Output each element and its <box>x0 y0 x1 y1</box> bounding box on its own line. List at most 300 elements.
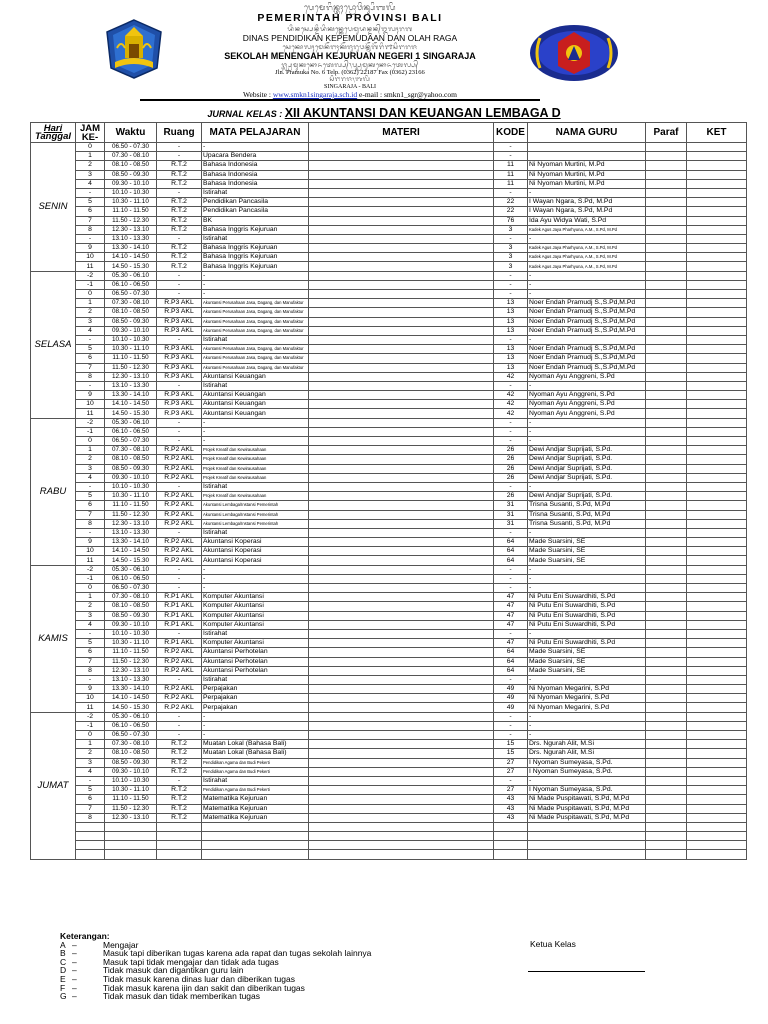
ket-cell <box>687 354 747 363</box>
code-cell: 26 <box>494 446 528 455</box>
contact-line <box>180 90 520 99</box>
paraf-cell <box>646 822 687 831</box>
room-cell: R.P2 AKL <box>157 492 202 501</box>
table-row <box>31 482 747 491</box>
legend-code: D <box>60 965 67 976</box>
time-cell: 14.50 - 15.30 <box>105 703 157 712</box>
paraf-cell <box>646 666 687 675</box>
jam-cell: 10 <box>76 400 105 409</box>
journal-body <box>31 143 747 860</box>
jam-cell: 4 <box>76 326 105 335</box>
table-row <box>31 290 747 299</box>
teacher-cell: Made Suarsini, SE <box>528 648 646 657</box>
teacher-cell: Noer Endah Pramudj S.,S.Pd,M.Pd <box>528 354 646 363</box>
teacher-cell: - <box>528 290 646 299</box>
website-link[interactable]: www.smkn1singaraja.sch.id <box>272 90 358 99</box>
jam-cell: -1 <box>76 280 105 289</box>
time-cell: 10.30 - 11.10 <box>105 492 157 501</box>
time-cell: 11.50 - 12.30 <box>105 216 157 225</box>
legend-item <box>60 992 260 1001</box>
table-row <box>31 473 747 482</box>
material-cell <box>309 455 494 464</box>
material-cell <box>309 482 494 491</box>
ket-cell <box>687 317 747 326</box>
teacher-cell: Dewi Andjar Suprijati, S.Pd. <box>528 455 646 464</box>
table-row <box>31 767 747 776</box>
subject-cell: Muatan Lokal (Bahasa Bali) <box>202 740 309 749</box>
code-cell: - <box>494 234 528 243</box>
table-row <box>31 832 747 841</box>
room-cell: R.T.2 <box>157 786 202 795</box>
room-cell: R.P3 AKL <box>157 372 202 381</box>
subject-cell: Akuntansi Keuangan <box>202 400 309 409</box>
time-cell: 06.10 - 06.50 <box>105 280 157 289</box>
material-cell <box>309 381 494 390</box>
material-cell <box>309 767 494 776</box>
table-row <box>31 593 747 602</box>
paraf-cell <box>646 326 687 335</box>
jam-cell: 9 <box>76 685 105 694</box>
subject-cell: Akuntansi Perusahaan Jasa, Dagang, dan Manufaktur <box>202 308 309 317</box>
paraf-cell <box>646 832 687 841</box>
paraf-cell <box>646 179 687 188</box>
material-cell <box>309 271 494 280</box>
ket-cell <box>687 832 747 841</box>
time-cell: 09.30 - 10.10 <box>105 767 157 776</box>
paraf-cell <box>646 427 687 436</box>
teacher-cell: I Nyoman Sumeyasa, S.Pd. <box>528 758 646 767</box>
material-cell <box>309 216 494 225</box>
room-cell: - <box>157 721 202 730</box>
room-cell: R.P3 AKL <box>157 391 202 400</box>
room-cell: R.P2 AKL <box>157 510 202 519</box>
journal-table <box>30 122 747 860</box>
table-row <box>31 207 747 216</box>
paraf-cell <box>646 584 687 593</box>
room-cell: - <box>157 584 202 593</box>
material-cell <box>309 519 494 528</box>
material-cell <box>309 400 494 409</box>
ket-cell <box>687 629 747 638</box>
legend-dash: – <box>72 948 77 959</box>
material-cell <box>309 685 494 694</box>
time-cell: 06.50 - 07.30 <box>105 437 157 446</box>
ket-cell <box>687 161 747 170</box>
teacher-cell: Ni Putu Eni Suwardhiti, S.Pd <box>528 602 646 611</box>
header-day <box>31 123 76 143</box>
paraf-cell <box>646 473 687 482</box>
ket-cell <box>687 749 747 758</box>
ket-cell <box>687 290 747 299</box>
subject-cell: Akuntansi Perusahaan Jasa, Dagang, dan Manufaktur <box>202 326 309 335</box>
teacher-cell: - <box>528 234 646 243</box>
code-cell: 64 <box>494 547 528 556</box>
subject-cell: Akuntansi Perhotelan <box>202 657 309 666</box>
ket-cell <box>687 253 747 262</box>
paraf-cell <box>646 510 687 519</box>
room-cell: - <box>157 143 202 152</box>
jam-cell: 4 <box>76 179 105 188</box>
table-row <box>31 510 747 519</box>
material-cell <box>309 207 494 216</box>
teacher-cell: I Nyoman Sumeyasa, S.Pd. <box>528 767 646 776</box>
code-cell: 3 <box>494 253 528 262</box>
time-cell: 11.10 - 11.50 <box>105 207 157 216</box>
code-cell <box>494 841 528 850</box>
paraf-cell <box>646 547 687 556</box>
header-waktu: Waktu <box>105 123 157 143</box>
subject-cell: Bahasa Inggris Kejuruan <box>202 253 309 262</box>
teacher-cell: - <box>528 418 646 427</box>
table-row <box>31 335 747 344</box>
ket-cell <box>687 188 747 197</box>
subject-cell: - <box>202 721 309 730</box>
room-cell: R.T.2 <box>157 795 202 804</box>
teacher-cell: Trisna Susanti, S.Pd, M.Pd <box>528 510 646 519</box>
time-cell: 06.50 - 07.30 <box>105 290 157 299</box>
material-cell <box>309 675 494 684</box>
jam-cell: 4 <box>76 473 105 482</box>
teacher-cell <box>528 822 646 831</box>
table-row <box>31 198 747 207</box>
table-row <box>31 639 747 648</box>
material-cell <box>309 510 494 519</box>
table-row <box>31 170 747 179</box>
time-cell: 08.50 - 09.30 <box>105 317 157 326</box>
ket-cell <box>687 795 747 804</box>
legend-dash: – <box>72 965 77 976</box>
material-cell <box>309 179 494 188</box>
time-cell: 11.50 - 12.30 <box>105 363 157 372</box>
jam-cell: 0 <box>76 143 105 152</box>
teacher-cell: - <box>528 712 646 721</box>
school-name: SEKOLAH MENENGAH KEJURUAN NEGERI 1 SINGARAJA <box>224 51 476 61</box>
jam-cell: 4 <box>76 620 105 629</box>
code-cell: 31 <box>494 510 528 519</box>
subject-cell: - <box>202 290 309 299</box>
ket-cell <box>687 198 747 207</box>
teacher-cell: Nyoman Ayu Anggreni, S.Pd <box>528 372 646 381</box>
jam-cell: -2 <box>76 712 105 721</box>
subject-cell: Istirahat <box>202 482 309 491</box>
table-row <box>31 749 747 758</box>
code-cell: - <box>494 335 528 344</box>
room-cell: R.T.2 <box>157 225 202 234</box>
teacher-cell: - <box>528 528 646 537</box>
teacher-cell: - <box>528 565 646 574</box>
ket-cell <box>687 455 747 464</box>
jam-cell: 0 <box>76 731 105 740</box>
table-row <box>31 216 747 225</box>
time-cell: 13.10 - 13.30 <box>105 528 157 537</box>
jam-cell <box>76 832 105 841</box>
ket-cell <box>687 776 747 785</box>
code-cell: - <box>494 437 528 446</box>
code-cell: 27 <box>494 786 528 795</box>
material-cell <box>309 795 494 804</box>
code-cell: - <box>494 574 528 583</box>
code-cell: 13 <box>494 317 528 326</box>
jam-cell: 2 <box>76 602 105 611</box>
ket-cell <box>687 786 747 795</box>
material-cell <box>309 253 494 262</box>
paraf-cell <box>646 290 687 299</box>
legend-text: Tidak masuk dan digantikan guru lain <box>103 965 244 976</box>
room-cell: R.P2 AKL <box>157 694 202 703</box>
room-cell: - <box>157 335 202 344</box>
ket-cell <box>687 372 747 381</box>
jam-cell: 1 <box>76 446 105 455</box>
ket-cell <box>687 464 747 473</box>
teacher-cell: Ida Ayu Widya Wati, S.Pd <box>528 216 646 225</box>
material-cell <box>309 528 494 537</box>
time-cell <box>105 850 157 859</box>
time-cell: 12.30 - 13.10 <box>105 225 157 234</box>
time-cell: 11.10 - 11.50 <box>105 795 157 804</box>
legend-dash: – <box>72 939 77 950</box>
material-cell <box>309 198 494 207</box>
code-cell: 43 <box>494 813 528 822</box>
ket-cell <box>687 501 747 510</box>
code-cell: - <box>494 776 528 785</box>
subject-cell: Bahasa Inggris Kejuruan <box>202 262 309 271</box>
table-row <box>31 565 747 574</box>
code-cell: - <box>494 427 528 436</box>
teacher-cell: Nyoman Ayu Anggreni, S.Pd <box>528 391 646 400</box>
material-cell <box>309 354 494 363</box>
code-cell: 47 <box>494 620 528 629</box>
room-cell: - <box>157 418 202 427</box>
subject-cell <box>202 841 309 850</box>
teacher-cell <box>528 850 646 859</box>
jam-cell: 1 <box>76 593 105 602</box>
jam-cell: -2 <box>76 271 105 280</box>
code-cell: 49 <box>494 694 528 703</box>
subject-cell: Pendidikan Agama dan Budi Pekerti <box>202 767 309 776</box>
ket-cell <box>687 565 747 574</box>
time-cell: 14.10 - 14.50 <box>105 253 157 262</box>
legend-text: Mengajar <box>103 939 139 950</box>
jam-cell: 5 <box>76 492 105 501</box>
time-cell: 05.30 - 06.10 <box>105 712 157 721</box>
jam-cell: 3 <box>76 170 105 179</box>
day-cell: RABU <box>31 418 76 565</box>
room-cell: R.P2 AKL <box>157 473 202 482</box>
material-cell <box>309 648 494 657</box>
ket-cell <box>687 703 747 712</box>
time-cell: 09.30 - 10.10 <box>105 179 157 188</box>
balinese-script-line: ᬧᬾᬫᬾᬭᬶᬦ᭄ᬢᬄᬧ᭄ᬭᭀᬯᬶᬦ᭄ᬲᬶᬩᬮᬶ <box>303 3 397 12</box>
room-cell: - <box>157 381 202 390</box>
jam-cell: 9 <box>76 391 105 400</box>
time-cell: 06.50 - 07.30 <box>105 731 157 740</box>
subject-cell: Projek Kreatif dan Kewirausahaan <box>202 473 309 482</box>
table-row <box>31 731 747 740</box>
subject-cell: Akuntansi Koperasi <box>202 547 309 556</box>
code-cell: 49 <box>494 703 528 712</box>
table-row <box>31 391 747 400</box>
paraf-cell <box>646 482 687 491</box>
header-day-line1: Hari <box>43 122 63 134</box>
material-cell <box>309 363 494 372</box>
paraf-cell <box>646 280 687 289</box>
time-cell: 12.30 - 13.10 <box>105 666 157 675</box>
table-row <box>31 584 747 593</box>
code-cell: 26 <box>494 473 528 482</box>
code-cell: 13 <box>494 345 528 354</box>
time-cell: 05.30 - 06.10 <box>105 418 157 427</box>
table-row <box>31 740 747 749</box>
paraf-cell <box>646 786 687 795</box>
time-cell: 08.50 - 09.30 <box>105 170 157 179</box>
ket-cell <box>687 657 747 666</box>
subject-cell: Akuntansi Perhotelan <box>202 666 309 675</box>
time-cell: 06.50 - 07.30 <box>105 584 157 593</box>
letterhead-divider <box>140 99 540 101</box>
ket-cell <box>687 675 747 684</box>
jam-cell: - <box>76 335 105 344</box>
jam-cell: 10 <box>76 547 105 556</box>
subject-cell: Bahasa Indonesia <box>202 161 309 170</box>
table-row <box>31 804 747 813</box>
header-materi: MATERI <box>309 123 494 143</box>
teacher-cell: Ni Nyoman Megarini, S.Pd <box>528 703 646 712</box>
table-row <box>31 528 747 537</box>
table-row <box>31 372 747 381</box>
teacher-cell: - <box>528 188 646 197</box>
time-cell: 08.50 - 09.30 <box>105 464 157 473</box>
paraf-cell <box>646 345 687 354</box>
room-cell: R.P1 AKL <box>157 593 202 602</box>
paraf-cell <box>646 574 687 583</box>
paraf-cell <box>646 731 687 740</box>
room-cell: - <box>157 280 202 289</box>
code-cell: 3 <box>494 244 528 253</box>
paraf-cell <box>646 648 687 657</box>
material-cell <box>309 786 494 795</box>
room-cell: R.P1 AKL <box>157 620 202 629</box>
room-cell: - <box>157 731 202 740</box>
ket-cell <box>687 170 747 179</box>
paraf-cell <box>646 721 687 730</box>
teacher-cell: I Wayan Ngara, S.Pd, M.Pd <box>528 207 646 216</box>
subject-cell: Perpajakan <box>202 703 309 712</box>
room-cell: - <box>157 482 202 491</box>
code-cell: 49 <box>494 685 528 694</box>
code-cell: - <box>494 381 528 390</box>
teacher-cell: - <box>528 721 646 730</box>
subject-cell: Akuntansi Lembaga/Instansi Pemerintah <box>202 501 309 510</box>
subject-cell: Komputer Akuntansi <box>202 639 309 648</box>
subject-cell: Akuntansi Keuangan <box>202 391 309 400</box>
paraf-cell <box>646 685 687 694</box>
balinese-script-line: ᬤᬶᬦᬲ᭄ᬧᬾᬦ᭄ᬤᬶᬤᬶᬓᬦ᭄ᬓᬾᬧᬾᬫᬸᬤᬦ᭄ᬤᬦ᭄ᬑᬮᬄᬭᬕ <box>287 25 413 33</box>
legend-text: Masuk tapi diberikan tugas karena ada rapat dan tugas sekolah lainnya <box>103 948 372 959</box>
legend-text: Tidak masuk dan tidak memberikan tugas <box>103 991 261 1002</box>
table-row <box>31 280 747 289</box>
code-cell <box>494 832 528 841</box>
code-cell: 26 <box>494 464 528 473</box>
code-cell: 42 <box>494 400 528 409</box>
code-cell: 64 <box>494 648 528 657</box>
teacher-cell: Kadek Agus Jaya Pharhyuna, A.M., S.Pd, M.Pd <box>528 253 646 262</box>
subject-cell <box>202 850 309 859</box>
subject-cell: Akuntansi Perhotelan <box>202 648 309 657</box>
table-row <box>31 161 747 170</box>
subject-cell: Bahasa Indonesia <box>202 179 309 188</box>
subject-cell: - <box>202 731 309 740</box>
jam-cell: 2 <box>76 308 105 317</box>
table-row <box>31 143 747 152</box>
legend-code: G <box>60 991 67 1002</box>
paraf-cell <box>646 372 687 381</box>
ket-cell <box>687 207 747 216</box>
jam-cell: - <box>76 188 105 197</box>
paraf-cell <box>646 538 687 547</box>
teacher-cell: Noer Endah Pramudj S.,S.Pd,M.Pd <box>528 363 646 372</box>
time-cell: 11.50 - 12.30 <box>105 510 157 519</box>
code-cell: 11 <box>494 170 528 179</box>
table-row <box>31 234 747 243</box>
time-cell <box>105 832 157 841</box>
time-cell: 09.30 - 10.10 <box>105 326 157 335</box>
table-row <box>31 666 747 675</box>
table-row <box>31 179 747 188</box>
teacher-cell: Ni Made Puspitawati, S.Pd, M.Pd <box>528 813 646 822</box>
teacher-cell: - <box>528 427 646 436</box>
jam-cell: 5 <box>76 639 105 648</box>
time-cell: 13.30 - 14.10 <box>105 538 157 547</box>
code-cell: 76 <box>494 216 528 225</box>
ket-cell <box>687 804 747 813</box>
ket-cell <box>687 519 747 528</box>
room-cell: R.T.2 <box>157 253 202 262</box>
table-row <box>31 188 747 197</box>
time-cell: 09.30 - 10.10 <box>105 473 157 482</box>
teacher-cell <box>528 143 646 152</box>
subject-cell: Akuntansi Perusahaan Jasa, Dagang, dan Manufaktur <box>202 317 309 326</box>
paraf-cell <box>646 363 687 372</box>
room-cell <box>157 841 202 850</box>
day-cell: KAMIS <box>31 565 76 712</box>
time-cell: 08.10 - 08.50 <box>105 161 157 170</box>
teacher-cell: Ni Putu Eni Suwardhiti, S.Pd <box>528 639 646 648</box>
room-cell: R.T.2 <box>157 262 202 271</box>
ket-cell <box>687 308 747 317</box>
room-cell: R.P2 AKL <box>157 547 202 556</box>
table-row <box>31 262 747 271</box>
paraf-cell <box>646 161 687 170</box>
code-cell: 27 <box>494 758 528 767</box>
room-cell: - <box>157 437 202 446</box>
jam-cell: - <box>76 482 105 491</box>
room-cell: R.P2 AKL <box>157 657 202 666</box>
time-cell: 10.10 - 10.30 <box>105 335 157 344</box>
header-jam: JAM KE- <box>76 123 105 143</box>
jam-cell: 2 <box>76 455 105 464</box>
room-cell: - <box>157 574 202 583</box>
code-cell: 64 <box>494 556 528 565</box>
jam-cell: 0 <box>76 290 105 299</box>
material-cell <box>309 657 494 666</box>
paraf-cell <box>646 776 687 785</box>
jam-cell: 7 <box>76 363 105 372</box>
material-cell <box>309 584 494 593</box>
room-cell <box>157 832 202 841</box>
room-cell: R.P1 AKL <box>157 639 202 648</box>
time-cell: 08.10 - 08.50 <box>105 308 157 317</box>
material-cell <box>309 418 494 427</box>
